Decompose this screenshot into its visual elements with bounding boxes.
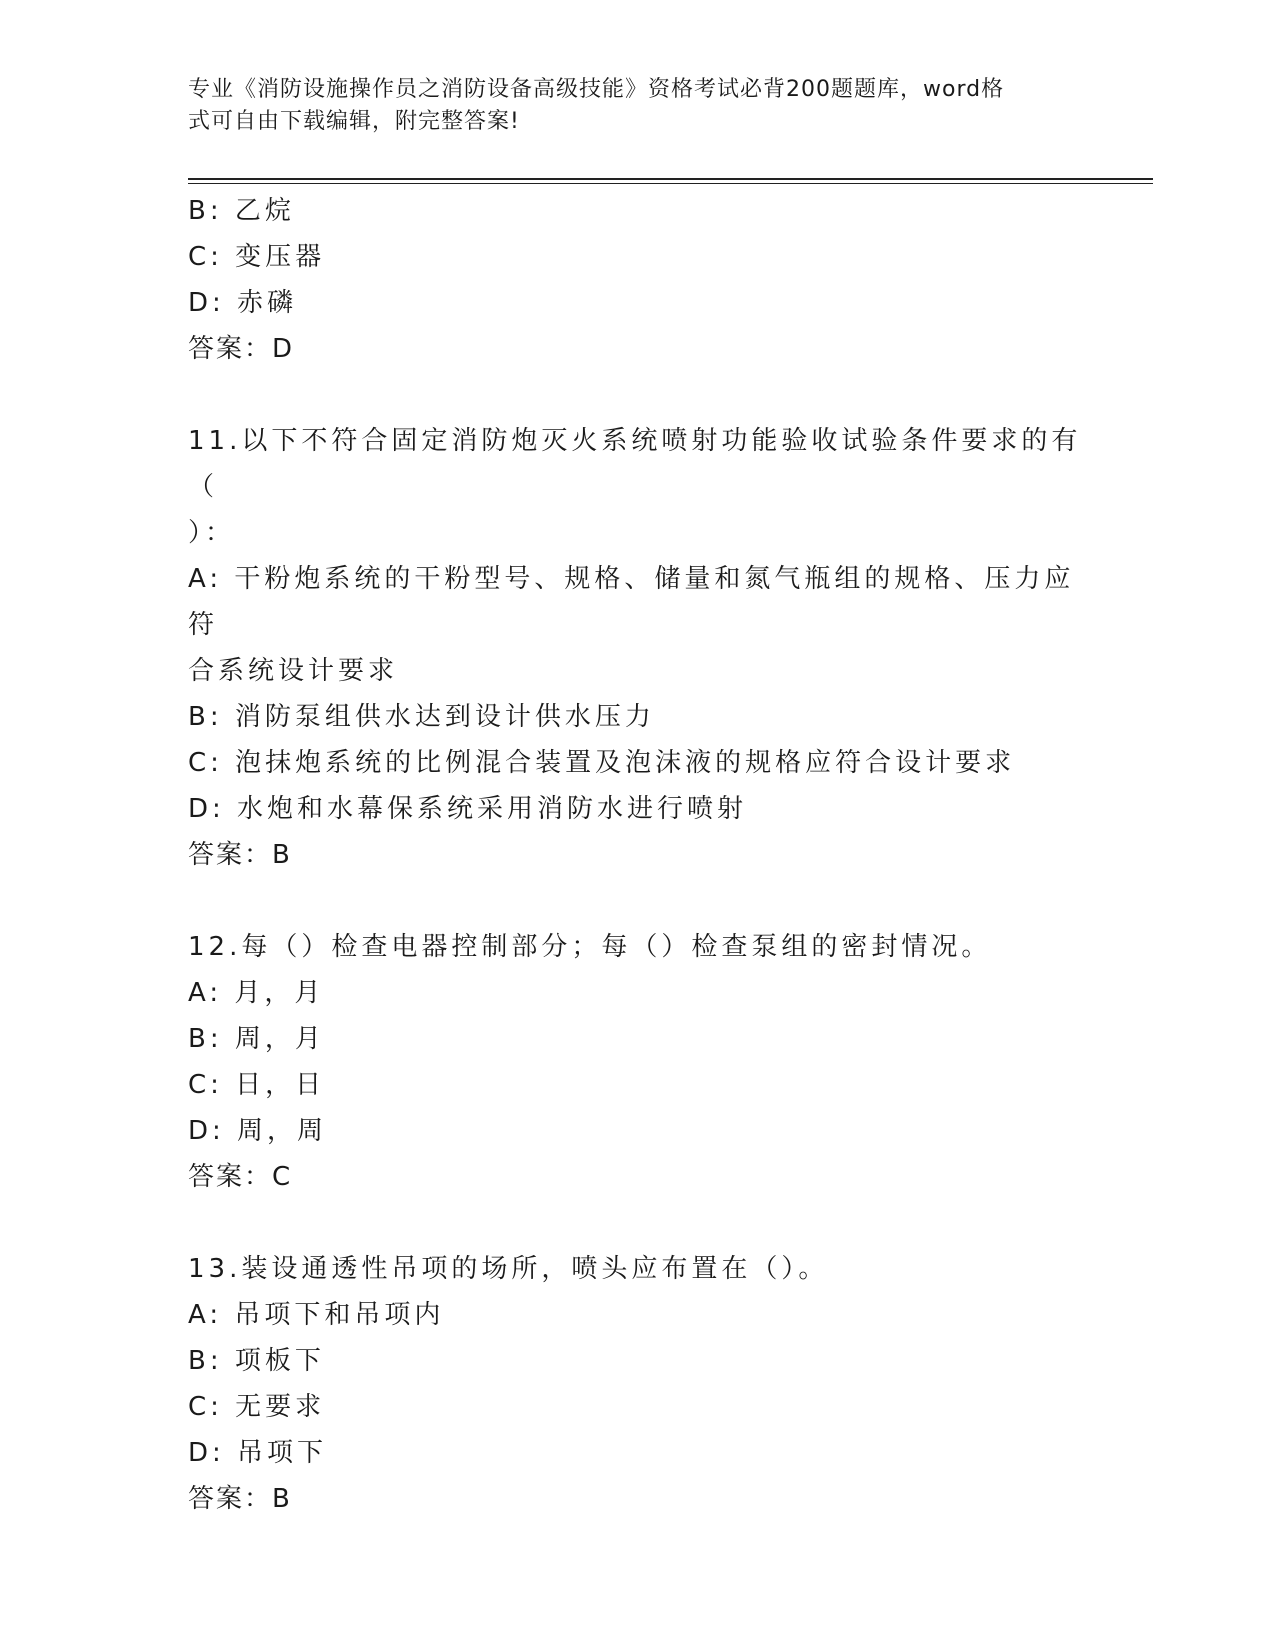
option-c: C: 泡抹炮系统的比例混合装置及泡沫液的规格应符合设计要求: [188, 748, 1016, 778]
option-a-line-2: 合系统设计要求: [188, 656, 399, 686]
option-a-line-1: A: 干粉炮系统的干粉型号、规格、储量和氮气瓶组的规格、压力应符: [188, 564, 1075, 640]
question-13: [188, 1246, 1088, 1522]
option-b: B: 项板下: [188, 1346, 325, 1376]
answer-label: 答案：B: [188, 840, 292, 870]
header-rule-thick: [188, 178, 1153, 180]
question-11: [188, 418, 1088, 878]
question-12: [188, 924, 1088, 1200]
spacer: [188, 878, 1088, 924]
question-stem-line-1: 11.以下不符合固定消防炮灭火系统喷射功能验收试验条件要求的有（: [188, 426, 1082, 502]
option-c: C: 日，日: [188, 1070, 326, 1100]
header-line-1: 专业《消防设施操作员之消防设备高级技能》资格考试必背200题题库，word格: [188, 77, 1005, 102]
question-stem-line-2: ）：: [188, 518, 236, 548]
option-d: D: 赤磷: [188, 288, 298, 318]
answer-label: 答案：D: [188, 334, 295, 364]
answer-label: 答案：C: [188, 1162, 293, 1192]
option-d: D: 吊项下: [188, 1438, 328, 1468]
option-c: C: 无要求: [188, 1392, 326, 1422]
option-b: B: 乙烷: [188, 196, 295, 226]
option-b: B: 消防泵组供水达到设计供水压力: [188, 702, 655, 732]
option-d: D: 水炮和水幕保系统采用消防水进行喷射: [188, 794, 748, 824]
spacer: [188, 372, 1088, 418]
question-stem: 12.每（）检查电器控制部分；每（）检查泵组的密封情况。: [188, 932, 992, 962]
page-header: [188, 74, 1068, 138]
question-stem: 13.装设通透性吊项的场所，喷头应布置在（）。: [188, 1254, 829, 1284]
question-10-tail: [188, 188, 1088, 372]
option-d: D: 周，周: [188, 1116, 328, 1146]
option-a: A: 吊项下和吊项内: [188, 1300, 445, 1330]
answer-label: 答案：B: [188, 1484, 292, 1514]
question-list: [188, 188, 1088, 1522]
header-line-2: 式可自由下载编辑，附完整答案!: [188, 109, 520, 134]
option-a: A: 月，月: [188, 978, 325, 1008]
spacer: [188, 1200, 1088, 1246]
option-c: C: 变压器: [188, 242, 326, 272]
header-rule-thin: [188, 183, 1153, 184]
option-b: B: 周，月: [188, 1024, 325, 1054]
